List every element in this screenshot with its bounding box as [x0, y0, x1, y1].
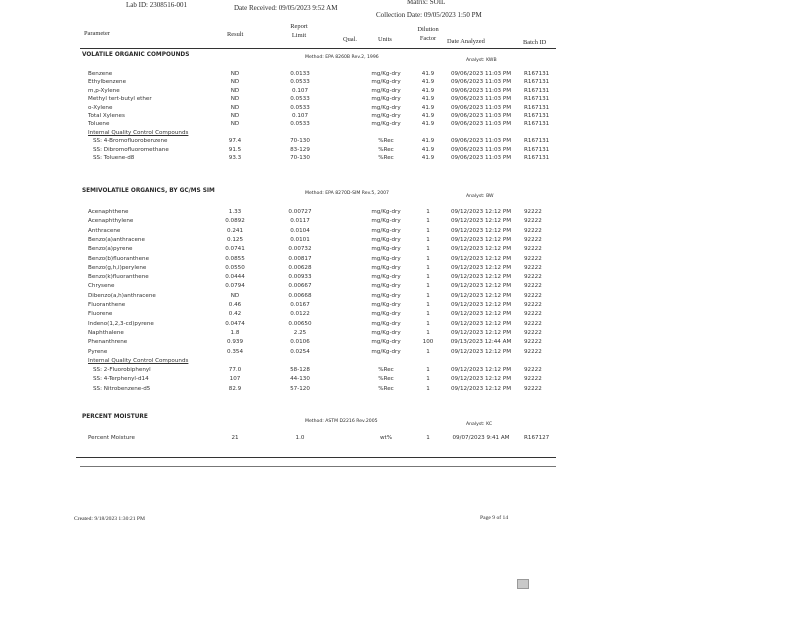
parameter-name: Acenaphthene [88, 209, 129, 215]
batch-id: 92222 [524, 274, 542, 281]
table-row [0, 228, 800, 237]
units: mg/Kg-dry [371, 227, 401, 234]
col-units: Units [378, 36, 392, 43]
result-value: ND [230, 87, 240, 94]
parameter-name: SS: Dibromofluoromethane [93, 146, 169, 153]
col-date-analyzed: Date Analyzed [447, 38, 485, 45]
date-analyzed: 09/06/2023 11:03 PM [450, 146, 512, 153]
date-received: Date Received: 09/05/2023 9:52 AM [234, 4, 338, 12]
units: mg/Kg-dry [371, 339, 401, 346]
table-row [0, 265, 800, 274]
result-value: 1.8 [230, 329, 240, 336]
result-value: 21 [231, 435, 239, 441]
units: mg/Kg-dry [371, 71, 401, 77]
units: %Rec [378, 155, 394, 161]
parameter-name: m,p-Xylene [88, 87, 120, 94]
units: %Rec [378, 367, 394, 374]
dilution-factor: 1 [426, 376, 430, 383]
table-row [0, 386, 800, 395]
parameter-name: Benzo(g,h,i)perylene [88, 264, 147, 271]
units: mg/Kg-dry [371, 292, 401, 299]
section-title: VOLATILE ORGANIC COMPOUNDS [82, 52, 190, 58]
parameter-name: o-Xylene [88, 104, 113, 111]
parameter-name: Internal Quality Control Compounds [88, 129, 189, 136]
result-value: 97.4 [228, 138, 242, 145]
parameter-name: Methyl tert-butyl ether [88, 96, 152, 103]
parameter-name: Benzo(a)pyrene [88, 246, 133, 253]
batch-id: 92222 [524, 302, 542, 308]
report-limit: 0.00933 [288, 274, 312, 281]
table-row [0, 209, 800, 218]
dilution-factor: 1 [426, 329, 430, 336]
dilution-factor: 41.9 [421, 87, 435, 94]
col-batch-id: Batch ID [523, 39, 547, 46]
dilution-factor: 1 [426, 320, 430, 327]
batch-id: 92222 [524, 227, 542, 234]
lab-id: Lab ID: 2308516-001 [126, 1, 188, 9]
report-limit: 0.00668 [288, 292, 312, 299]
units: mg/Kg-dry [371, 104, 401, 111]
scan-mark [517, 579, 529, 589]
report-limit: 0.0533 [290, 121, 310, 128]
units: %Rec [378, 146, 394, 153]
report-limit: 0.0254 [290, 348, 310, 355]
table-bottom-rule [76, 457, 556, 458]
result-value: 0.354 [226, 348, 243, 355]
units: mg/Kg-dry [371, 246, 401, 253]
section-method: Method: EPA 8270D-SIM Rev.5, 2007 [305, 191, 389, 196]
table-row [0, 349, 800, 358]
table-row [0, 293, 800, 302]
date-analyzed: 09/06/2023 11:03 PM [450, 71, 512, 77]
parameter-name: Toluene [88, 121, 110, 128]
batch-id: R167131 [524, 121, 550, 128]
result-value: 82.9 [228, 385, 242, 392]
result-value: 0.46 [228, 302, 242, 308]
section-method: Method: ASTM D2216 Rev.2005 [305, 419, 378, 424]
report-limit: 0.00727 [288, 209, 312, 215]
report-limit: 58-128 [290, 367, 310, 374]
batch-id: R167131 [524, 71, 550, 77]
result-value: ND [230, 104, 240, 111]
dilution-factor: 1 [426, 283, 430, 290]
date-analyzed: 09/12/2023 12:12 PM [450, 246, 512, 253]
batch-id: 92222 [524, 367, 542, 374]
dilution-factor: 1 [426, 292, 430, 299]
header-rule [80, 48, 556, 49]
dilution-factor: 1 [426, 385, 430, 392]
batch-id: R167131 [524, 87, 550, 94]
date-analyzed: 09/12/2023 12:12 PM [450, 367, 512, 374]
table-row [0, 339, 800, 348]
parameter-name: Benzene [88, 71, 113, 77]
result-value: 0.0474 [225, 320, 245, 327]
result-value: ND [230, 96, 240, 103]
table-row [0, 311, 800, 320]
section-title: PERCENT MOISTURE [82, 414, 148, 420]
report-limit: 1.0 [295, 435, 305, 441]
date-analyzed: 09/12/2023 12:12 PM [450, 209, 512, 215]
parameter-name: Dibenzo(a,h)anthracene [88, 292, 156, 299]
result-value: 0.0892 [225, 218, 245, 225]
col-report-limit-line1: Report [290, 23, 308, 30]
report-limit: 0.00650 [288, 320, 312, 327]
parameter-name: Benzo(k)fluoranthene [88, 274, 149, 281]
dilution-factor: 100 [422, 339, 434, 346]
batch-id: 92222 [524, 376, 542, 383]
report-limit: 0.107 [291, 87, 308, 94]
result-value: 0.0444 [225, 274, 245, 281]
report-limit: 0.0533 [290, 79, 310, 86]
report-limit: 0.0533 [290, 104, 310, 111]
batch-id: 92222 [524, 320, 542, 327]
result-value: 91.5 [228, 146, 242, 153]
footer-page: Page 9 of 14 [480, 515, 509, 521]
date-analyzed: 09/06/2023 11:03 PM [450, 138, 512, 145]
table-row [0, 330, 800, 339]
dilution-factor: 1 [426, 218, 430, 225]
units: mg/Kg-dry [371, 348, 401, 355]
result-value: ND [230, 121, 240, 128]
table-row [0, 367, 800, 376]
result-value: 0.0741 [225, 246, 245, 253]
batch-id: 92222 [524, 218, 542, 225]
report-limit: 57-120 [290, 385, 310, 392]
report-limit: 0.0122 [290, 311, 310, 318]
units: %Rec [378, 376, 394, 383]
batch-id: 92222 [524, 385, 542, 392]
dilution-factor: 41.9 [421, 138, 435, 145]
date-analyzed: 09/06/2023 11:03 PM [450, 87, 512, 94]
report-limit: 0.00817 [288, 255, 312, 262]
parameter-name: Fluoranthene [88, 302, 126, 308]
report-limit: 0.0106 [290, 339, 310, 346]
report-limit: 83-129 [290, 146, 310, 153]
dilution-factor: 1 [426, 348, 430, 355]
dilution-factor: 1 [426, 302, 430, 308]
result-value: 0.0855 [225, 255, 245, 262]
report-limit: 0.107 [291, 113, 308, 119]
parameter-name: SS: Nitrobenzene-d5 [93, 385, 151, 392]
date-analyzed: 09/06/2023 11:03 PM [450, 104, 512, 111]
parameter-name: Internal Quality Control Compounds [88, 357, 189, 364]
parameter-name: SS: Toluene-d8 [93, 155, 135, 161]
batch-id: R167131 [524, 146, 550, 153]
col-qual: Qual. [343, 36, 358, 43]
col-result: Result [227, 31, 244, 38]
batch-id: 92222 [524, 292, 542, 299]
table-row [0, 358, 800, 367]
table-row [0, 237, 800, 246]
batch-id: 92222 [524, 264, 542, 271]
result-value: ND [230, 79, 240, 86]
dilution-factor: 41.9 [421, 71, 435, 77]
date-analyzed: 09/12/2023 12:12 PM [450, 255, 512, 262]
dilution-factor: 1 [426, 367, 430, 374]
dilution-factor: 1 [426, 311, 430, 318]
result-value: 0.42 [228, 311, 242, 318]
batch-id: 92222 [524, 348, 542, 355]
batch-id: 92222 [524, 255, 542, 262]
units: mg/Kg-dry [371, 113, 401, 119]
parameter-name: Benzo(a)anthracene [88, 236, 145, 243]
dilution-factor: 1 [426, 255, 430, 262]
section-analyst: Analyst: KC [466, 422, 493, 427]
units: mg/Kg-dry [371, 329, 401, 336]
parameter-name: Ethylbenzene [88, 79, 127, 86]
units: mg/Kg-dry [371, 96, 401, 103]
col-dilution-line1: Dilution [417, 26, 439, 33]
report-limit: 2.25 [293, 329, 307, 336]
collection-date: Collection Date: 09/05/2023 1:50 PM [376, 11, 482, 19]
dilution-factor: 41.9 [421, 96, 435, 103]
batch-id: R167131 [524, 113, 550, 119]
section-analyst: Analyst: KWB [466, 58, 497, 63]
units: mg/Kg-dry [371, 218, 401, 225]
dilution-factor: 1 [426, 227, 430, 234]
units: %Rec [378, 385, 394, 392]
result-value: 77.0 [228, 367, 242, 374]
date-analyzed: 09/12/2023 12:12 PM [450, 385, 512, 392]
parameter-name: Total Xylenes [88, 113, 125, 119]
footer-created: Created: 9/18/2023 1:30:21 PM [74, 516, 146, 522]
date-analyzed: 09/12/2023 12:12 PM [450, 320, 512, 327]
date-analyzed: 09/12/2023 12:12 PM [450, 348, 512, 355]
dilution-factor: 1 [426, 264, 430, 271]
parameter-name: Percent Moisture [88, 435, 135, 441]
units: mg/Kg-dry [371, 283, 401, 290]
date-analyzed: 09/12/2023 12:12 PM [450, 311, 512, 318]
dilution-factor: 1 [426, 246, 430, 253]
report-limit: 0.0101 [290, 236, 310, 243]
parameter-name: Phenanthrene [88, 339, 128, 346]
units: mg/Kg-dry [371, 274, 401, 281]
parameter-name: SS: 4-Terphenyl-d14 [93, 376, 149, 383]
result-value: ND [230, 71, 240, 77]
date-analyzed: 09/12/2023 12:12 PM [450, 292, 512, 299]
report-limit: 0.0167 [290, 302, 310, 308]
result-value: 0.939 [226, 339, 243, 346]
dilution-factor: 41.9 [421, 155, 435, 161]
report-limit: 0.0117 [290, 218, 310, 225]
table-row [0, 246, 800, 255]
parameter-name: Benzo(b)fluoranthene [88, 255, 150, 262]
result-value: 1.33 [228, 209, 242, 215]
date-analyzed: 09/06/2023 11:03 PM [450, 96, 512, 103]
date-analyzed: 09/12/2023 12:12 PM [450, 264, 512, 271]
table-row [0, 256, 800, 265]
units: %Rec [378, 138, 394, 145]
col-report-limit-line2: Limit [291, 32, 307, 39]
table-row [0, 283, 800, 292]
units: mg/Kg-dry [371, 302, 401, 308]
report-limit: 44-130 [290, 376, 310, 383]
result-value: 93.3 [228, 155, 242, 161]
dilution-factor: 41.9 [421, 113, 435, 119]
report-limit: 0.0133 [290, 71, 310, 77]
section-analyst: Analyst: BW [466, 194, 494, 199]
dilution-factor: 1 [426, 236, 430, 243]
batch-id: 92222 [524, 283, 542, 290]
result-value: 0.125 [226, 236, 243, 243]
batch-id: 92222 [524, 339, 542, 346]
batch-id: 92222 [524, 209, 542, 215]
date-analyzed: 09/06/2023 11:03 PM [450, 155, 512, 161]
report-limit: 0.0533 [290, 96, 310, 103]
batch-id: R167127 [524, 435, 550, 441]
units: mg/Kg-dry [371, 87, 401, 94]
table-row [0, 218, 800, 227]
parameter-name: Indeno(1,2,3-cd)pyrene [88, 320, 154, 327]
dilution-factor: 41.9 [421, 146, 435, 153]
date-analyzed: 09/06/2023 11:03 PM [450, 113, 512, 119]
result-value: ND [230, 292, 240, 299]
result-value: 0.0550 [225, 264, 245, 271]
parameter-name: Pyrene [88, 348, 108, 355]
units: mg/Kg-dry [371, 311, 401, 318]
col-dilution-line2: Factor [419, 35, 437, 42]
units: mg/Kg-dry [371, 320, 401, 327]
dilution-factor: 1 [426, 435, 430, 441]
batch-id: R167131 [524, 155, 550, 161]
result-value: ND [230, 113, 240, 119]
date-analyzed: 09/12/2023 12:12 PM [450, 302, 512, 308]
date-analyzed: 09/12/2023 12:12 PM [450, 227, 512, 234]
parameter-name: SS: 2-Fluorobiphenyl [93, 367, 151, 374]
units: mg/Kg-dry [371, 79, 401, 86]
parameter-name: Naphthalene [88, 329, 124, 336]
date-analyzed: 09/13/2023 12:44 AM [450, 339, 512, 346]
section-method: Method: EPA 8260B Rev.2, 1996 [305, 55, 379, 60]
report-limit: 0.0104 [290, 227, 310, 234]
date-analyzed: 09/06/2023 11:03 PM [450, 79, 512, 86]
date-analyzed: 09/12/2023 12:12 PM [450, 274, 512, 281]
date-analyzed: 09/12/2023 12:12 PM [450, 376, 512, 383]
units: mg/Kg-dry [371, 209, 401, 215]
batch-id: 92222 [524, 329, 542, 336]
dilution-factor: 41.9 [421, 121, 435, 128]
table-row [0, 155, 800, 164]
report-limit: 70-130 [290, 138, 310, 145]
table-bottom-rule-2 [80, 466, 556, 467]
batch-id: R167131 [524, 138, 550, 145]
result-value: 107 [229, 376, 241, 383]
dilution-factor: 41.9 [421, 104, 435, 111]
dilution-factor: 41.9 [421, 79, 435, 86]
units: mg/Kg-dry [371, 121, 401, 128]
date-analyzed: 09/12/2023 12:12 PM [450, 329, 512, 336]
dilution-factor: 1 [426, 209, 430, 215]
date-analyzed: 09/12/2023 12:12 PM [450, 218, 512, 225]
units: mg/Kg-dry [371, 236, 401, 243]
report-limit: 0.00667 [288, 283, 312, 290]
batch-id: R167131 [524, 96, 550, 103]
report-limit: 0.00732 [288, 246, 312, 253]
parameter-name: Fluorene [88, 311, 113, 318]
result-value: 0.241 [226, 227, 243, 234]
batch-id: 92222 [524, 246, 542, 253]
date-analyzed: 09/12/2023 12:12 PM [450, 236, 512, 243]
units: wt% [379, 435, 393, 441]
table-row [0, 435, 800, 444]
units: mg/Kg-dry [371, 264, 401, 271]
units: mg/Kg-dry [371, 255, 401, 262]
table-row [0, 376, 800, 385]
result-value: 0.0794 [225, 283, 245, 290]
section-title: SEMIVOLATILE ORGANICS, BY GC/MS SIM [82, 188, 215, 194]
date-analyzed: 09/07/2023 9:41 AM [452, 435, 510, 441]
date-analyzed: 09/06/2023 11:03 PM [450, 121, 512, 128]
batch-id: R167131 [524, 104, 550, 111]
table-row [0, 274, 800, 283]
col-parameter: Parameter [84, 30, 110, 37]
table-row [0, 302, 800, 311]
dilution-factor: 1 [426, 274, 430, 281]
parameter-name: Anthracene [88, 227, 121, 234]
parameter-name: SS: 4-Bromofluorobenzene [93, 138, 168, 145]
report-limit: 70-130 [290, 155, 310, 161]
report-limit: 0.00628 [288, 264, 312, 271]
table-row [0, 321, 800, 330]
date-analyzed: 09/12/2023 12:12 PM [450, 283, 512, 290]
parameter-name: Acenaphthylene [88, 218, 134, 225]
batch-id: 92222 [524, 236, 542, 243]
batch-id: 92222 [524, 311, 542, 318]
batch-id: R167131 [524, 79, 550, 86]
parameter-name: Chrysene [88, 283, 115, 290]
matrix: Matrix: SOIL [407, 0, 446, 6]
